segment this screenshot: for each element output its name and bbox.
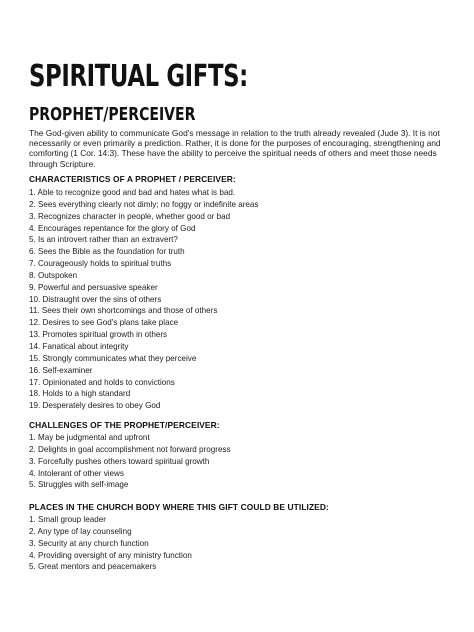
places-list [29,514,449,573]
list-item: 2. Delights in goal accomplishment not forward progress [29,444,231,454]
list-item: 6. Sees the Bible as the foundation for truth [29,247,185,257]
list-item: 15. Strongly communicates what they perceive [29,353,197,363]
challenges-list [29,432,449,491]
list-item: 12. Desires to see God's plans take place [29,318,179,328]
list-item: 5. Great mentors and peacemakers [29,562,157,572]
list-item: 2. Sees everything clearly not dimly; no foggy or indefinite areas [29,199,259,209]
page-title: SPIRITUAL GIFTS: [29,59,248,94]
section-heading: CHARACTERISTICS OF A PROPHET / PERCEIVER: [29,174,236,184]
places-section [29,502,449,573]
list-item: 17. Opinionated and holds to convictions [29,377,175,387]
list-item: 13. Promotes spiritual growth in others [29,330,168,340]
list-item: 10. Distraught over the sins of others [29,294,162,304]
list-item: 3. Forcefully pushes others toward spiritual growth [29,456,210,466]
list-item: 1. May be judgmental and upfront [29,433,150,442]
section-heading: PLACES IN THE CHURCH BODY WHERE THIS GIFT COULD BE UTILIZED: [29,502,329,512]
list-item: 5. Is an introvert rather than an extravert? [29,235,178,245]
list-item: 11. Sees their own shortcomings and those of others [29,306,218,316]
list-item: 3. Security at any church function [29,538,149,548]
list-item: 4. Encourages repentance for the glory of God [29,223,196,233]
list-item: 4. Intolerant of other views [29,468,124,478]
list-item: 5. Struggles with self-image [29,480,129,490]
challenges-section [29,420,449,491]
list-item: 9. Powerful and persuasive speaker [29,282,158,292]
list-item: 1. Small group leader [29,515,106,524]
list-item: 2. Any type of lay counseling [29,526,132,536]
list-item: 7. Courageously holds to spiritual truths [29,259,172,269]
list-item: 3. Recognizes character in people, whether good or bad [29,211,231,221]
list-item: 4. Providing oversight of any ministry function [29,550,192,560]
gift-subtitle: PROPHET/PERCEIVER [29,104,196,125]
section-heading: CHALLENGES OF THE PROPHET/PERCEIVER: [29,420,220,430]
list-item: 16. Self-examiner [29,365,93,375]
list-item: 19. Desperately desires to obey God [29,401,161,411]
list-item: 8. Outspoken [29,270,78,280]
characteristics-section [29,174,449,412]
list-item: 1. Able to recognize good and bad and hates what is bad. [29,188,236,197]
list-item: 18. Holds to a high standard [29,389,131,399]
list-item: 14. Fanatical about integrity [29,341,129,351]
gift-definition: The God-given ability to communicate God's message in relation to the truth already revealed (Jude 3). It is not necessarily or even primarily a prediction. Rather, it is done for the purposes of encouraging, strengthening and comforting (1 Cor. 14:3). These have the ability to perceive the spiritual needs of others and meet those needs through Scripture. [29,128,441,169]
characteristics-list [29,187,449,412]
